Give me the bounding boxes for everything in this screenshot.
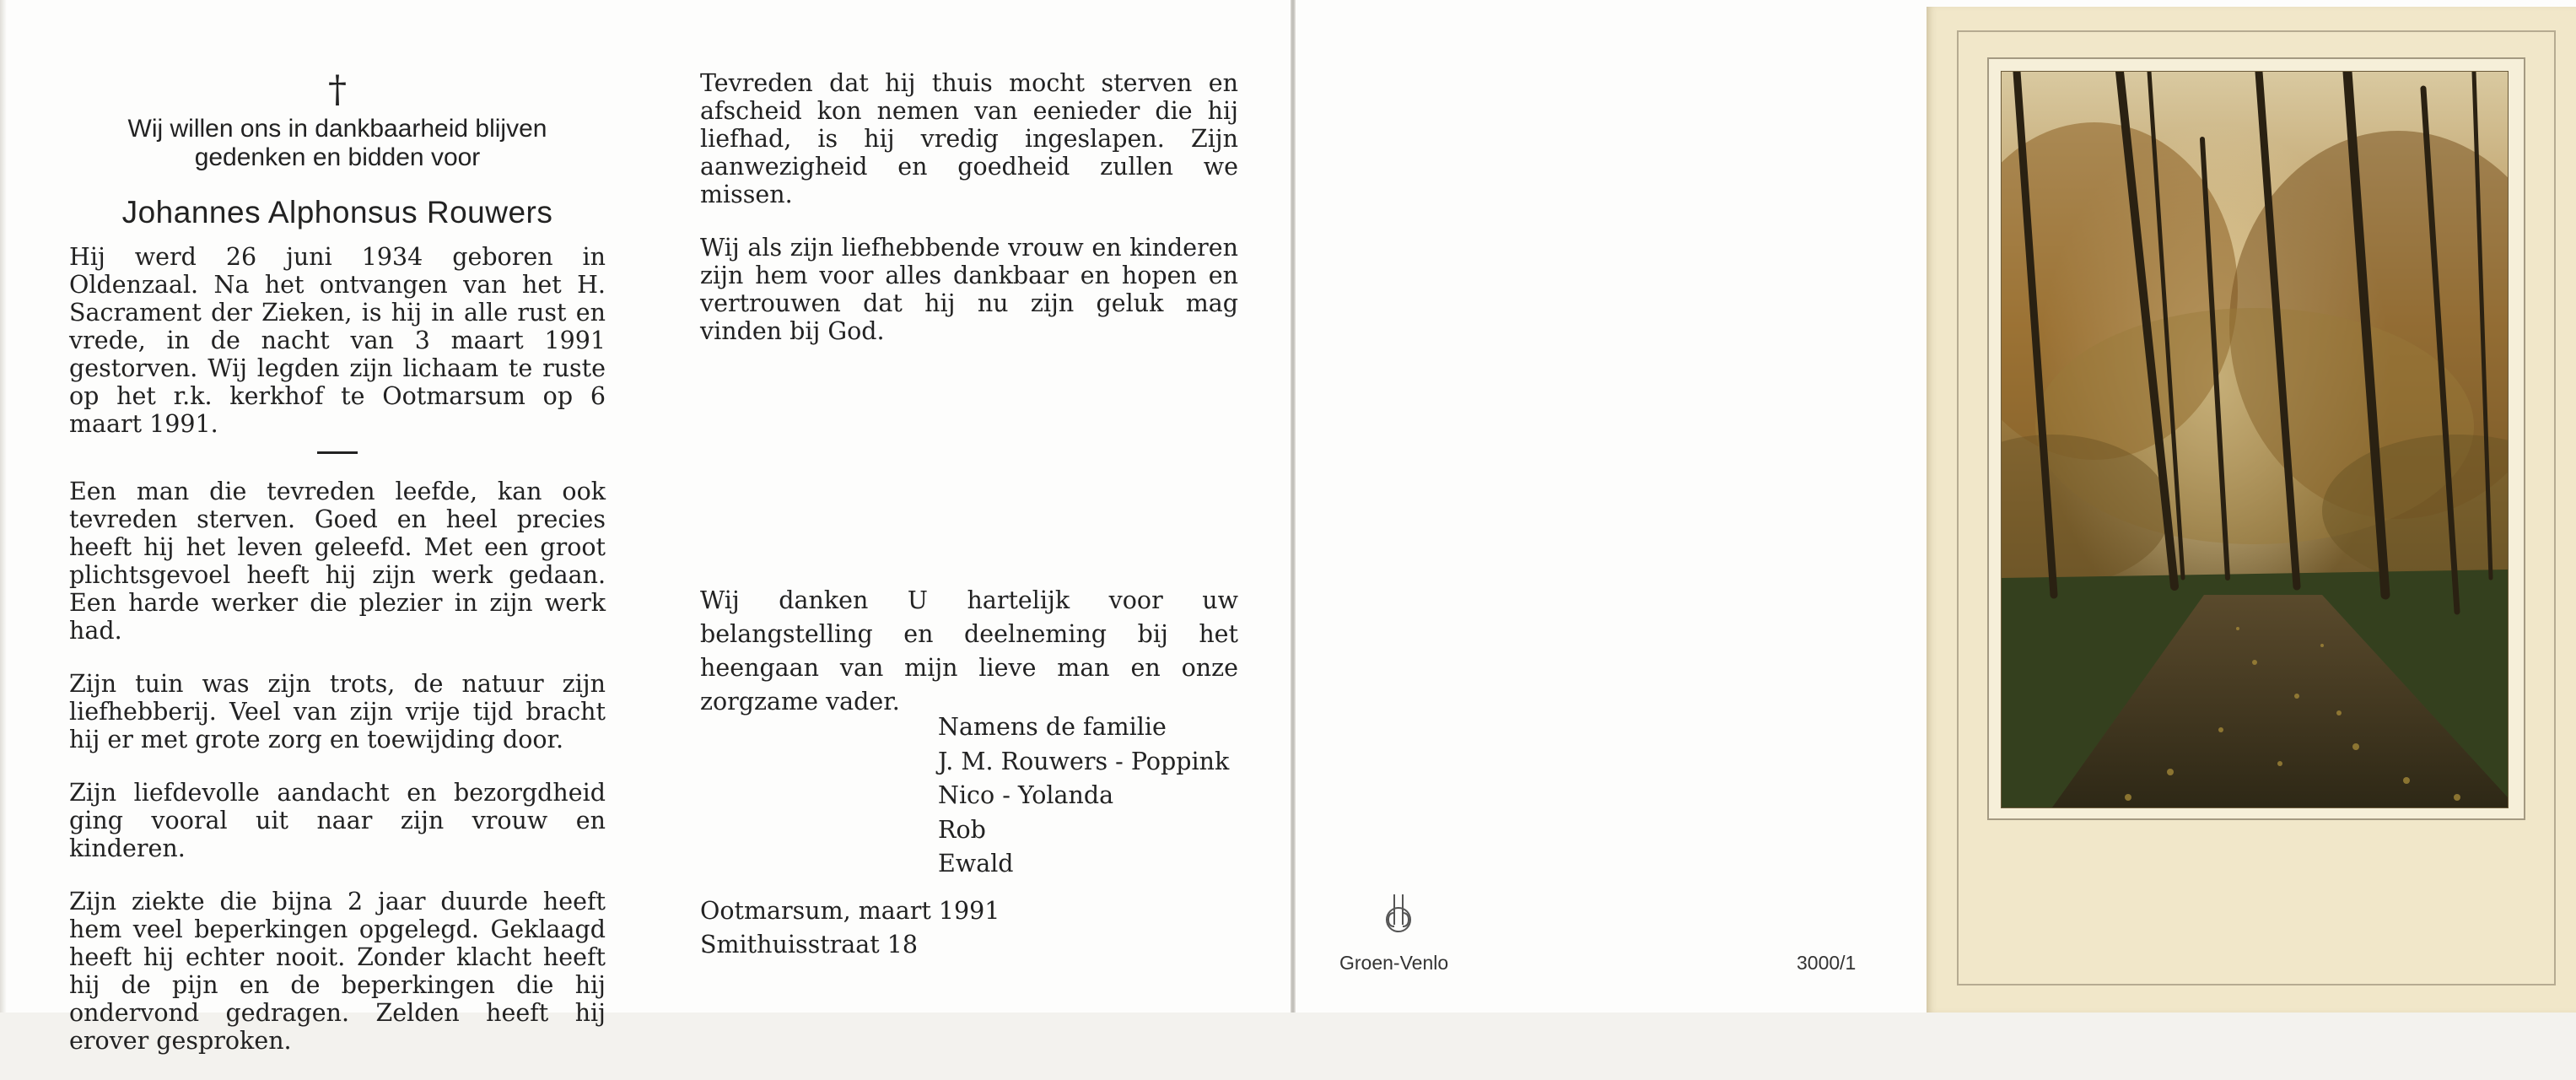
biography: Hij werd 26 juni 1934 geboren in Oldenzaal. Na het ontvangen van het H. Sacrament der Zieken, is hij in alle rust en vrede, in de nacht van 3 maart 1991 gestorven. Wij legden zijn lichaam te ruste op het r.k. kerkhof te Ootmarsum op 6 maart 1991. [69,243,606,438]
family-line: Rob [938,815,986,844]
intro-text: Wij willen ons in dankbaarheid blijven gedenken en bidden voor [127,115,547,171]
memorial-column-left [69,69,606,1080]
paragraph: Zijn ziekte die bijna 2 jaar duurde heeft hem veel beperkingen opgelegd. Geklaagd heeft hij echter nooit. Zonder klacht heeft hij de pijn en de beperkingen die hij ondervond gedragen. Zelden heeft hij erover gesproken. [69,888,606,1055]
paragraph: Een man die tevreden leefde, kan ook tevreden sterven. Goed en heel precies heeft hij het leven geleefd. Met een groot plichtsgevoel heeft hij zijn werk gedaan. Een harde werker die plezier in zijn werk had. [69,478,606,645]
paragraph: Tevreden dat hij thuis mocht sterven en afscheid kon nemen van eenieder die hij liefhad, is hij vredig ingeslapen. Zijn aanwezigheid en goedheid zullen we missen. [700,69,1238,208]
divider [317,451,358,454]
card-edge [0,0,7,1012]
family-line: Nico - Yolanda [938,781,1114,809]
place-and-address [700,894,1000,962]
family-signature [938,710,1229,882]
deceased-name: Johannes Alphonsus Rouwers [121,195,553,230]
card-fold [1291,0,1296,1012]
place-date: Ootmarsum, maart 1991 [700,897,1000,925]
cross-icon: † [328,68,347,111]
paragraph: Zijn tuin was zijn trots, de natuur zijn liefhebberij. Veel van zijn vrije tijd bracht hij er met grote zorg en toewijding door. [69,670,606,753]
family-line: Namens de familie [938,713,1167,741]
family-line: Ewald [938,850,1014,878]
autumn-forest-path-photo [2001,71,2509,808]
thank-you-text: Wij danken U hartelijk voor uw belangstelling en deelneming bij het heengaan van mijn lieve man en onze zorgzame vader. [700,586,1238,716]
card-code: 3000/1 [1797,952,1857,974]
printer-monogram-icon [1373,888,1424,938]
memorial-column-right [700,69,1238,370]
paragraph: Wij als zijn liefhebbende vrouw en kinderen zijn hem voor alles dankbaar en hopen en vertrouwen dat hij nu zijn geluk mag vinden bij God. [700,234,1238,345]
paragraph: Zijn liefdevolle aandacht en bezorgdheid ging vooral uit naar zijn vrouw en kinderen. [69,779,606,862]
family-line: J. M. Rouwers - Poppink [938,747,1230,775]
address: Smithuisstraat 18 [700,931,919,958]
printer-name: Groen-Venlo [1339,952,1449,974]
